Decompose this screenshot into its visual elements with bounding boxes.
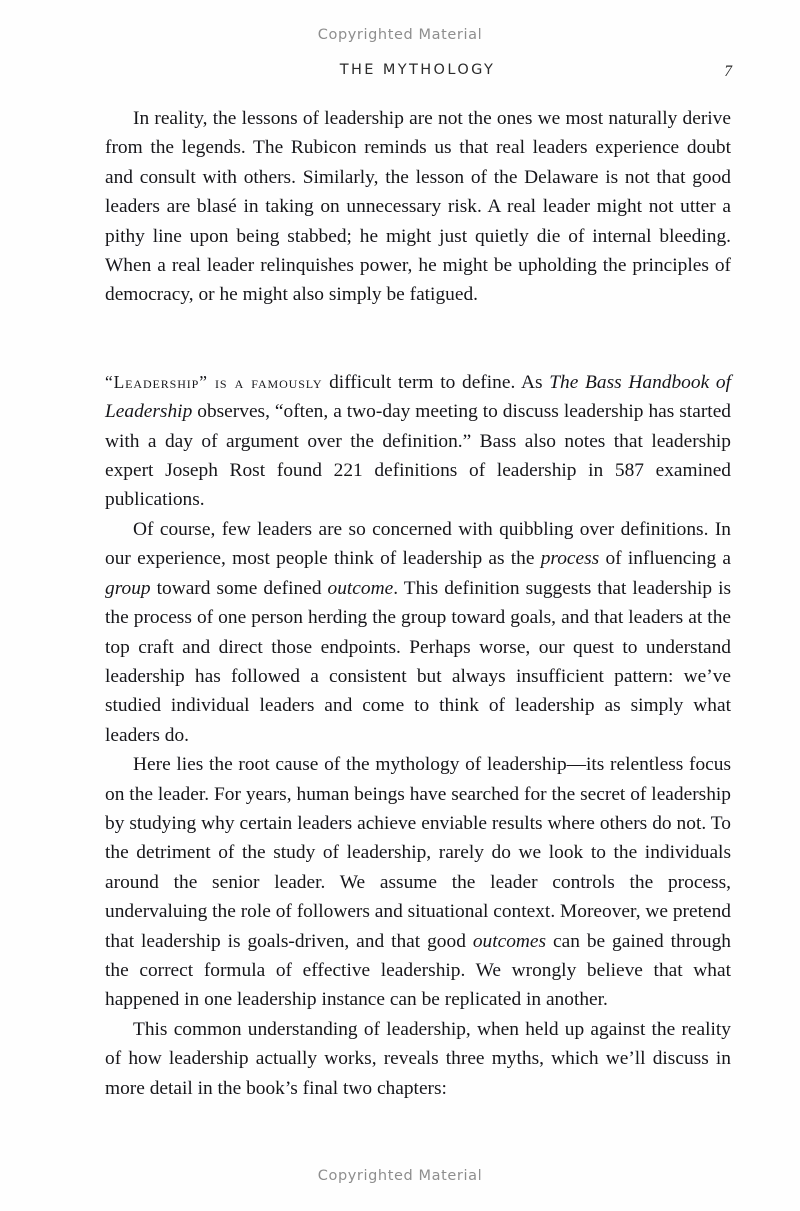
paragraph-2-text-a: difficult term to define. As	[322, 371, 550, 393]
paragraph-3-text-c: toward some defined	[150, 577, 328, 599]
paragraph-3-italic-group: group	[105, 577, 151, 599]
paragraph-3-italic-outcome: outcome	[327, 577, 394, 599]
paragraph-1-text: In reality, the lessons of leadership are not the ones we most naturally derive from the legends. The Rubicon reminds us that real leaders experience doubt and consult with others. Similarly, the lesson of the Delaware is not that good leaders are blasé in taking on unnecessary risk. A real leader might not utter a pithy line upon being stabbed; he might just quietly die of internal bleeding. When a real leader relinquishes power, he might be upholding the principles of democracy, or he might also simply be fatigued.	[105, 108, 731, 306]
paragraph-3-text-b: of influencing a	[599, 548, 731, 570]
paragraph-5-text: This common understanding of leadership, when held up against the reality of how leadership actually works, reveals three myths, which we’ll discuss in more detail in the book’s final two chapters:	[105, 1018, 731, 1099]
paragraph-4-text-b: can be gained through the correct formula of effective leadership. We wrongly believe that what happened in one leadership instance can be replicated in another.	[105, 930, 731, 1011]
paragraph-4-italic-outcomes: outcomes	[472, 930, 547, 952]
watermark-bottom: Copyrighted Material	[317, 1168, 483, 1184]
paragraph-3-italic-process: process	[540, 548, 600, 570]
paragraph-2-italic-title: The Bass Handbook of Leadership	[105, 371, 731, 423]
paragraph-2-smallcaps-lead: “Leadership” is a famously	[105, 371, 323, 392]
paragraph-2-text-b: observes, “often, a two-day meeting to discuss leadership has started with a day of argument over the definition.” Bass also notes that leadership expert Joseph Rost found 221 definitions of leadership in 587 examined publications.	[105, 401, 731, 511]
paragraph-4-text-a: Here lies the root cause of the mythology of leadership—its relentless focus on the leader. For years, human beings have searched for the secret of leadership by studying why certain leaders achieve enviable results where others do not. To the detriment of the study of leadership, rarely do we look to the individuals around the senior leader. We assume the leader controls the process, undervaluing the role of followers and situational context. Moreover, we pretend that leadership is goals-driven, and that good	[105, 754, 731, 952]
running-head	[105, 62, 730, 84]
paragraph-3	[105, 515, 731, 750]
page-number: 7	[724, 63, 732, 80]
body-text-block	[105, 104, 731, 1103]
paragraph-2	[105, 368, 731, 515]
paragraph-3-text-d: . This definition suggests that leadership is the process of one person herding the group toward goals, and that leaders at the top craft and direct those endpoints. Perhaps worse, our quest to understand leadership has followed a consistent but always insufficient pattern: we’ve studied individual leaders and come to think of leadership as simply what leaders do.	[105, 577, 731, 746]
running-head-title: THE MYTHOLOGY	[339, 62, 496, 78]
paragraph-3-text-a: Of course, few leaders are so concerned with quibbling over definitions. In our experience, most people think of leadership as the	[105, 518, 731, 570]
paragraph-5	[105, 1015, 731, 1103]
paragraph-1	[105, 104, 731, 310]
watermark-top: Copyrighted Material	[317, 27, 483, 43]
paragraph-4	[105, 750, 731, 1015]
